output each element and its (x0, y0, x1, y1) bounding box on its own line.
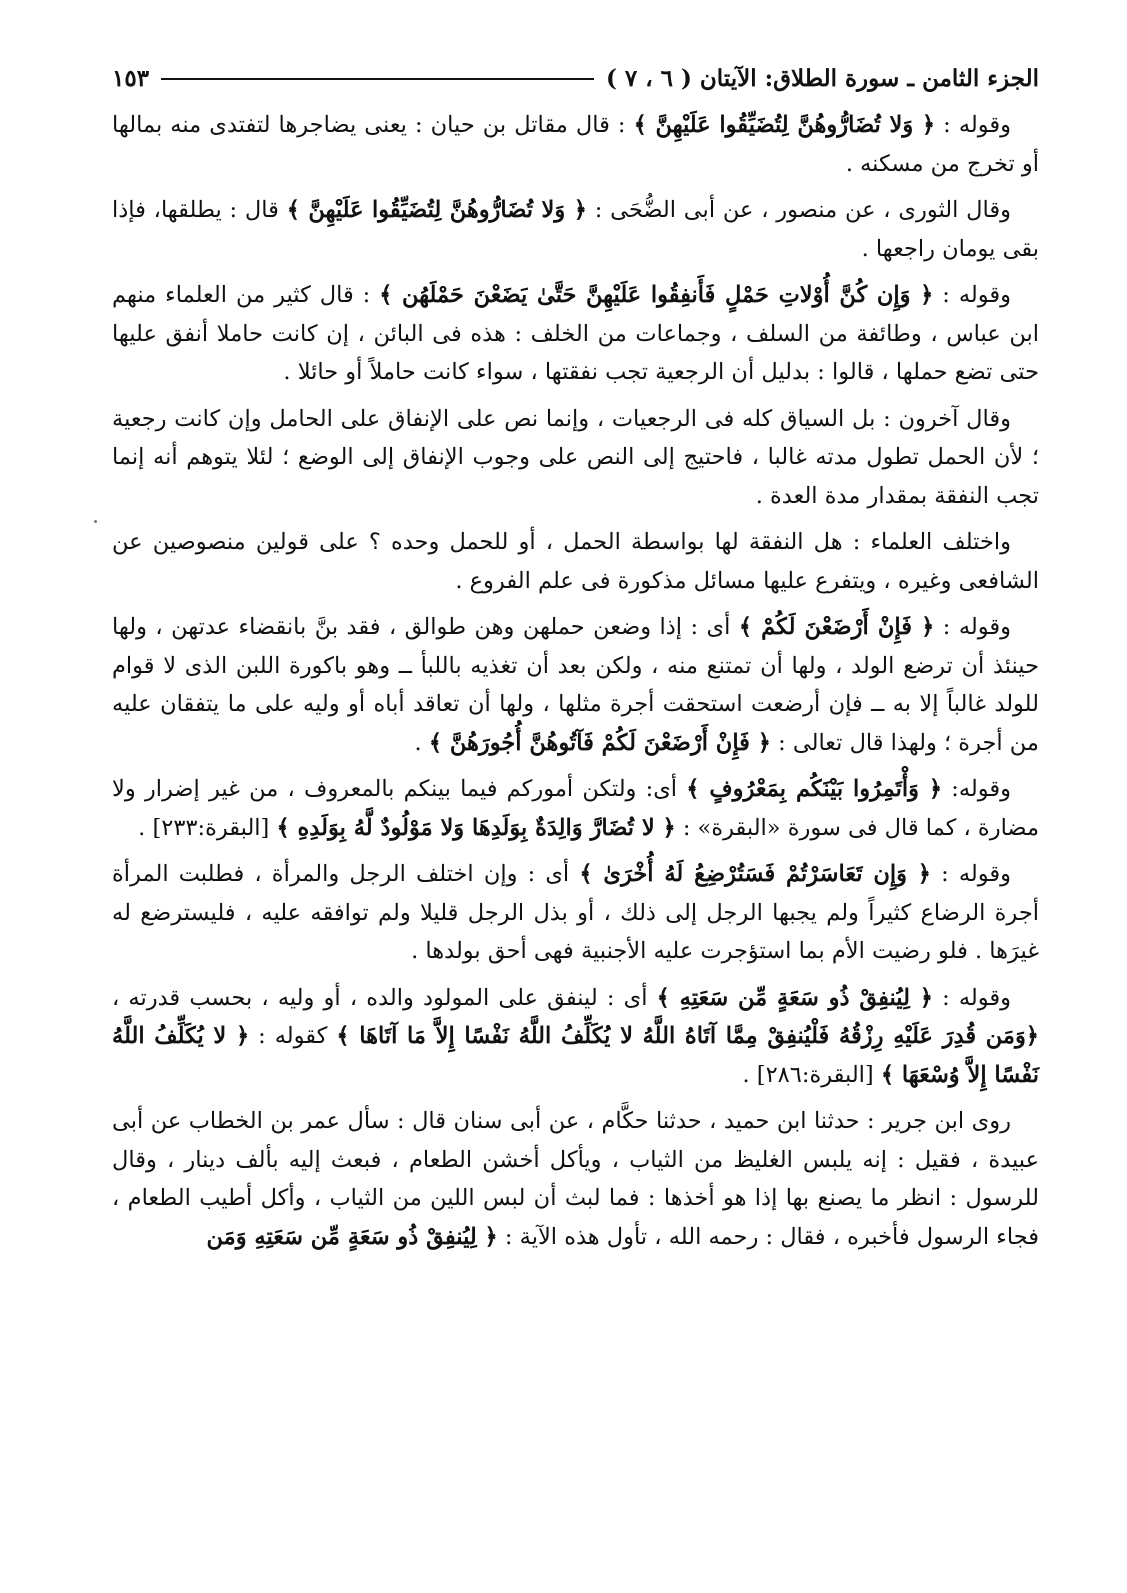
page-number: ١٥٣ (112, 65, 150, 92)
paragraph (112, 523, 1039, 600)
quran-verse: ﴿ لا يُكَلِّفُ اللَّهُ نَفْسًا إِلاَّ وُسْعَهَا ﴾ (112, 1023, 1039, 1088)
book-page (112, 60, 1039, 1264)
paragraph-text: روى ابن جرير : حدثنا ابن حميد ، حدثنا حكَّام ، عن أبى سنان قال : سأل عمر بن الخطاب عن أبى عبيدة ، فقيل : إنه يلبس الغليظ من الثياب ، ويأكل أخشن الطعام ، فبعث إليه بألف دينار ، وقال للرسول : انظر ما يصنع بها إذا هو أخذها : فما لبث أن لبس اللين من الثياب ، وأكل أطيب الطعام ، فجاء الرسول فأخبره ، فقال : رحمه الله ، تأول هذه الآية : (112, 1108, 1039, 1250)
paragraph-text: [البقرة:٢٨٦] . (742, 1061, 881, 1088)
paragraph-text: قال : يطلقها، فإذا بقى يومان راجعها . (112, 197, 1039, 262)
paragraph-text: [البقرة:٢٣٣] . (138, 814, 277, 841)
paragraph-text: وقوله : (935, 112, 1011, 138)
paragraph (112, 191, 1039, 268)
paragraph-text: : قال مقاتل بن حيان : يعنى يضاجرها لتفتدى منه بمالها أو تخرج من مسكنه . (112, 112, 1039, 177)
paragraph (112, 276, 1039, 392)
paragraph-text: واختلف العلماء : هل النفقة لها بواسطة الحمل ، أو للحمل وحده ؟ على قولين منصوصين عن الشافعى وغيره ، ويتفرع عليها مسائل مذكورة فى علم الفروع . (112, 529, 1039, 594)
paragraph-text: وقوله : (933, 282, 1011, 308)
paragraph-text: كقوله : (249, 1023, 337, 1049)
quran-verse: ﴿ فَإِنْ أَرْضَعْنَ لَكُمْ فَآتُوهُنَّ أُجُورَهُنَّ ﴾ (428, 729, 771, 756)
quran-verse: ﴿ وَلا تُضَارُّوهُنَّ لِتُضَيِّقُوا عَلَيْهِنَّ ﴾ (286, 197, 587, 223)
page-body (112, 106, 1039, 1256)
paragraph-text: : قال كثير من العلماء منهم ابن عباس ، وطائفة من السلف ، وجماعات من الخلف : هذه فى البائن ، إن كانت حاملا أنفق عليها حتى تضع حملها ، قالوا : بدليل أن الرجعية تجب نفقتها ، سواء كانت حاملاً أو حائلا . (112, 282, 1039, 385)
paragraph-text: وقوله : (930, 861, 1011, 887)
paragraph (112, 1102, 1039, 1256)
paragraph (112, 400, 1039, 516)
paragraph-text: وقال الثورى ، عن منصور ، عن أبى الضُّحَى : (586, 197, 1011, 223)
paragraph (112, 106, 1039, 183)
paragraph-text: أى : وإن اختلف الرجل والمرأة ، فطلبت المرأة أجرة الرضاع كثيراً ولم يجبها الرجل إلى ذلك ، أو بذل الرجل قليلا ولم توافقه عليه ، فليسترضع له غيرَها . فلو رضيت الأم بما استؤجرت عليه الأجنبية فهى أحق بولدها . (112, 861, 1039, 964)
quran-verse: ﴿ وَإِن تَعَاسَرْتُمْ فَسَتُرْضِعُ لَهُ أُخْرَىٰ ﴾ (579, 861, 931, 887)
quran-verse: ﴿ فَإِنْ أَرْضَعْنَ لَكُمْ ﴾ (738, 614, 935, 640)
quran-verse: ﴿وَمَن قُدِرَ عَلَيْهِ رِزْقُهُ فَلْيُنفِقْ مِمَّا آتَاهُ اللَّهُ لا يُكَلِّفُ اللَّهُ نَفْسًا إِلاَّ مَا آتَاهَا ﴾ (336, 1023, 1039, 1049)
quran-verse: ﴿ وَإِن كُنَّ أُوْلاتِ حَمْلٍ فَأَنفِقُوا عَلَيْهِنَّ حَتَّىٰ يَضَعْنَ حَمْلَهُن ﴾ (379, 282, 934, 308)
paragraph-text: . (414, 729, 429, 756)
paragraph-text: وقوله : (932, 984, 1011, 1011)
quran-verse: ﴿ لِيُنفِقْ ذُو سَعَةٍ مِّن سَعَتِهِ ﴾ (656, 984, 933, 1011)
paragraph-text: أى: ولتكن أموركم فيما بينكم بالمعروف ، من غير إضرار ولا مضارة ، كما قال فى سورة «البقرة» : (112, 776, 1039, 841)
paragraph-text: وقوله: (942, 776, 1011, 802)
paragraph-text: أى : إذا وضعن حملهن وهن طوالق ، فقد بنَّ بانقضاء عدتهن ، ولها حينئذ أن ترضع الولد ، ولها أن تمتنع منه ، ولكن بعد أن تغذيه باللبأ ــ وهو باكورة اللبن الذى لا قوام للولد غالباً إلا به ــ فإن أرضعت استحقت أجرة مثلها ، ولها أن تعاقد أباه أو وليه على ما يتفقان عليه من أجرة ؛ ولهذا قال تعالى : (112, 614, 1039, 756)
margin-dot (94, 520, 97, 523)
paragraph (112, 855, 1039, 971)
quran-verse: ﴿ وَأْتَمِرُوا بَيْنَكُم بِمَعْرُوفٍ ﴾ (686, 776, 943, 802)
paragraph-text: وقوله : (934, 614, 1012, 640)
page-header (112, 60, 1039, 98)
paragraph (112, 770, 1039, 847)
running-title: الجزء الثامن ـ سورة الطلاق: الآيتان ( ٦ ، ٧ ) (605, 65, 1039, 92)
paragraph (112, 608, 1039, 762)
paragraph-text: أى : لينفق على المولود والده ، أو وليه ، بحسب قدرته ، (112, 984, 657, 1011)
paragraph-text: وقال آخرون : بل السياق كله فى الرجعيات ، وإنما نص على الإنفاق على الحامل وإن كانت رجعية ؛ لأن الحمل تطول مدته غالبا ، فاحتيج إلى النص على وجوب الإنفاق إلى الوضع ؛ لئلا يتوهم أنه إنما تجب النفقة بمقدار مدة العدة . (112, 405, 1039, 509)
quran-verse: ﴿ لِيُنفِقْ ذُو سَعَةٍ مِّن سَعَتِهِ وَمَن (206, 1223, 498, 1250)
quran-verse: ﴿ وَلا تُضَارُّوهُنَّ لِتُضَيِّقُوا عَلَيْهِنَّ ﴾ (633, 112, 936, 138)
header-rule (161, 78, 594, 80)
quran-verse: ﴿ لا تُضَارَّ وَالِدَةٌ بِوَلَدِهَا وَلا مَوْلُودٌ لَّهُ بِوَلَدِهِ ﴾ (276, 814, 676, 841)
paragraph (112, 979, 1039, 1095)
